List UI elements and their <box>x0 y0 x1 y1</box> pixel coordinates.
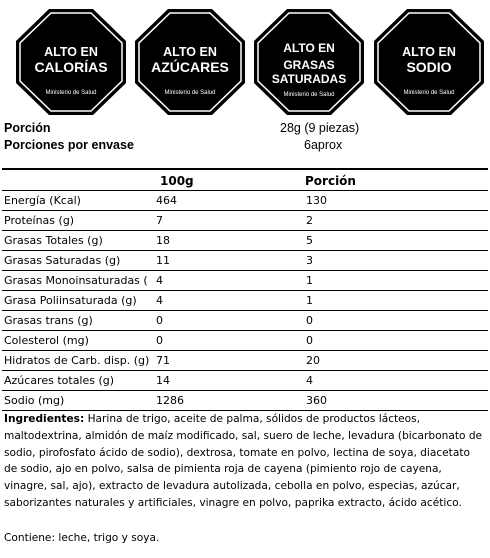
nutrient-name: Sodio (mg) <box>4 394 65 407</box>
nutrient-name: Grasas Totales (g) <box>4 234 103 247</box>
seal-line2: GRASAS <box>283 58 335 72</box>
value-per-100g: 7 <box>156 214 163 227</box>
seal-ministry: Ministerio de Salud <box>45 90 97 96</box>
allergen-statement: Contiene: leche, trigo y soya. <box>4 532 160 544</box>
value-per-portion: 3 <box>306 254 313 267</box>
value-per-portion: 1 <box>306 274 313 287</box>
seal-line1: ALTO EN <box>163 45 217 59</box>
nutrient-name: Grasas trans (g) <box>4 314 93 327</box>
seal-line1: ALTO EN <box>44 45 98 59</box>
nutrient-name: Proteínas (g) <box>4 214 75 227</box>
portion-label: Porción <box>4 121 51 135</box>
value-per-portion: 130 <box>306 194 327 207</box>
seal-high-calories <box>15 8 127 116</box>
table-row <box>0 191 490 211</box>
value-per-100g: 4 <box>156 294 163 307</box>
table-row <box>0 311 490 331</box>
column-header-100g: 100g <box>160 174 194 188</box>
nutrient-name: Azúcares totales (g) <box>4 374 115 387</box>
nutrient-name: Grasas Saturadas (g) <box>4 254 121 267</box>
seal-line1: ALTO EN <box>402 45 456 59</box>
ingredients-text <box>4 411 484 512</box>
value-per-portion: 360 <box>306 394 327 407</box>
value-per-100g: 0 <box>156 334 163 347</box>
nutrient-name: Colesterol (mg) <box>4 334 89 347</box>
nutrient-name: Hidratos de Carb. disp. (g) <box>4 354 150 367</box>
seal-ministry: Ministerio de Salud <box>164 90 216 96</box>
table-row <box>0 251 490 271</box>
table-row <box>0 371 490 391</box>
value-per-portion: 0 <box>306 334 313 347</box>
table-row <box>0 211 490 231</box>
value-per-portion: 4 <box>306 374 313 387</box>
value-per-100g: 18 <box>156 234 170 247</box>
value-per-portion: 2 <box>306 214 313 227</box>
seal-line2: SODIO <box>406 59 452 75</box>
value-per-portion: 1 <box>306 294 313 307</box>
seal-high-sugars <box>134 8 246 116</box>
seal-ministry: Ministerio de Salud <box>403 90 455 96</box>
table-top-rule <box>2 168 488 170</box>
value-per-portion: 0 <box>306 314 313 327</box>
seal-line2: CALORÍAS <box>34 59 108 75</box>
value-per-100g: 4 <box>156 274 163 287</box>
value-per-100g: 71 <box>156 354 170 367</box>
value-per-100g: 464 <box>156 194 177 207</box>
seal-line1: ALTO EN <box>283 41 335 55</box>
seal-line2: AZÚCARES <box>151 59 229 75</box>
table-row <box>0 291 490 311</box>
table-row <box>0 231 490 251</box>
nutrient-name: Energía (Kcal) <box>4 194 81 207</box>
seal-ministry: Ministerio de Salud <box>283 92 335 98</box>
table-row <box>0 391 490 411</box>
nutrient-name: Grasa Poliinsaturada (g) <box>4 294 137 307</box>
value-per-100g: 1286 <box>156 394 184 407</box>
ingredients-body: Harina de trigo, aceite de palma, sólidos de productos lácteos, maltodextrina, almidón de maíz modificado, sal, suero de leche, levadura (bicarbonato de sodio, pirofosfato ácido de sodio), dextrosa, tomate en polvo, lectina de soya, diacetato de sodio, ajo en polvo, salsa de pimienta roja de cayena (pimiento rojo de cayena, vinagre, sal, ajo), extracto de levadura autolizada, cebolla en polvo, especias, azúcar, saborizantes naturales y artificiales, vinagre en polvo, paprika extracto, ácido acético. <box>4 413 483 509</box>
table-row <box>0 331 490 351</box>
seal-high-saturated-fats <box>253 8 365 116</box>
column-header-portion: Porción <box>305 174 356 188</box>
nutrient-name: Grasas Monoinsaturadas ( <box>4 274 148 287</box>
servings-per-container-value: 6aprox <box>304 138 343 152</box>
ingredients-label: Ingredientes: <box>4 413 85 425</box>
seal-line3: SATURADAS <box>271 72 347 86</box>
table-row <box>0 271 490 291</box>
value-per-100g: 0 <box>156 314 163 327</box>
value-per-100g: 14 <box>156 374 170 387</box>
warning-seals <box>0 0 490 118</box>
table-row <box>0 351 490 371</box>
value-per-portion: 20 <box>306 354 320 367</box>
portion-value: 28g (9 piezas) <box>280 121 360 135</box>
servings-per-container-label: Porciones por envase <box>4 138 134 152</box>
value-per-portion: 5 <box>306 234 313 247</box>
value-per-100g: 11 <box>156 254 170 267</box>
seal-high-sodium <box>373 8 485 116</box>
